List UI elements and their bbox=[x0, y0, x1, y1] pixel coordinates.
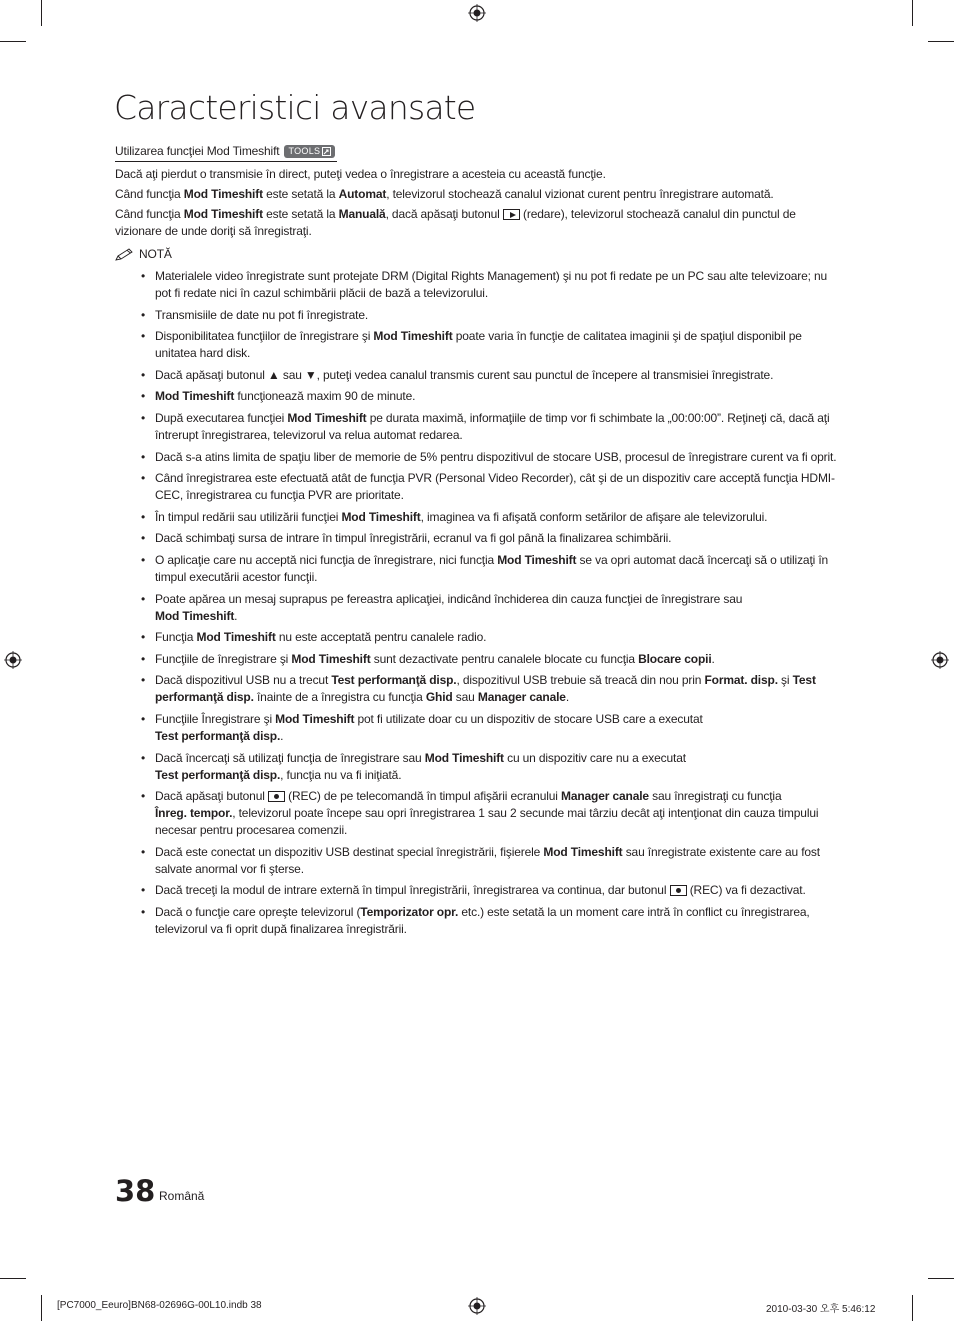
bullet-mark: • bbox=[141, 883, 146, 898]
text-run: Disponibilitatea funcţiilor de înregistrare şi bbox=[155, 329, 374, 344]
text-run: , dacă apăsaţi butonul bbox=[385, 207, 503, 221]
paragraph bbox=[115, 166, 845, 183]
note-item bbox=[115, 268, 845, 302]
text-run: (REC) va fi dezactivat. bbox=[686, 883, 806, 898]
note-item bbox=[115, 750, 845, 784]
text-run: , imaginea va fi afişată conform setărilor de afişare ale televizorului. bbox=[420, 509, 768, 524]
bullet-mark: • bbox=[141, 750, 146, 765]
bold-term: Manager canale bbox=[560, 789, 649, 804]
crop-mark bbox=[41, 0, 42, 26]
text-run: , dispozitivul USB trebuie să treacă din nou prin bbox=[456, 673, 705, 688]
text-run: sau înregistrate existente care au fost salvate anormal vor fi şterse. bbox=[155, 844, 820, 876]
text-run: Dacă dispozitivul USB nu a trecut bbox=[155, 673, 332, 688]
bold-term: Blocare copii bbox=[638, 651, 712, 666]
bold-term: Test performanţă disp. bbox=[155, 728, 281, 743]
text-run: Dacă schimbaţi sursa de intrare în timpul înregistrării, ecranul va fi gol până la finalizarea schimbării. bbox=[155, 531, 672, 546]
bullet-mark: • bbox=[141, 552, 146, 567]
note-item bbox=[115, 882, 845, 899]
bullet-mark: • bbox=[141, 329, 146, 344]
bullet-mark: • bbox=[141, 844, 146, 859]
bullet-mark: • bbox=[141, 673, 146, 688]
note-heading bbox=[115, 246, 845, 263]
text-run: . bbox=[234, 608, 238, 623]
crop-mark bbox=[0, 41, 26, 42]
intro-paragraphs bbox=[115, 166, 845, 240]
bold-term: Format. disp. bbox=[704, 673, 778, 688]
bullet-mark: • bbox=[141, 471, 146, 486]
text-run: şi bbox=[777, 673, 793, 688]
text-run: Funcţiile Înregistrare şi bbox=[155, 711, 276, 726]
text-run: . bbox=[280, 728, 284, 743]
bold-term: Mod Timeshift bbox=[424, 750, 504, 765]
text-run: se va opri automat dacă încercaţi să o utilizaţi în timpul executării acestor funcţii. bbox=[155, 552, 829, 584]
note-item bbox=[115, 509, 845, 526]
note-item bbox=[115, 844, 845, 878]
text-run: Când funcţia bbox=[115, 207, 184, 221]
page-title: Caracteristici avansate bbox=[114, 88, 476, 127]
paragraph bbox=[115, 206, 845, 240]
text-run: , funcţia nu va fi iniţiată. bbox=[280, 767, 402, 782]
tools-badge-label: TOOLS bbox=[288, 146, 321, 156]
text-run: Dacă s-a atins limita de spaţiu liber de memorie de 5% pentru dispozitivul de stocare USB, procesul de înregistrare curent va fi oprit. bbox=[155, 449, 837, 464]
text-run: O aplicaţie care nu acceptă nici funcţia de înregistrare, nici funcţia bbox=[155, 552, 498, 567]
bullet-mark: • bbox=[141, 651, 146, 666]
note-item bbox=[115, 530, 845, 547]
note-item bbox=[115, 328, 845, 362]
bullet-mark: • bbox=[141, 531, 146, 546]
text-run: cu un dispozitiv care nu a executat bbox=[503, 750, 686, 765]
text-run: , televizorul poate începe sau opri înregistrarea 1 sau 2 secunde mai târziu decât aţi intenţionat din cauza timpului necesar pentru procesarea comenzii. bbox=[155, 806, 819, 838]
bold-term: Mod Timeshift bbox=[543, 844, 623, 859]
text-run: În timpul redării sau utilizării funcţiei bbox=[155, 509, 342, 524]
bold-term: Mod Timeshift bbox=[155, 389, 235, 404]
bold-term: Mod Timeshift bbox=[287, 410, 367, 425]
text-run: (redare), televizorul stochează canalul din punctul de vizionare de unde doriţi să înregistraţi. bbox=[115, 207, 796, 238]
bullet-mark: • bbox=[141, 789, 146, 804]
tools-hand-icon bbox=[322, 147, 331, 156]
note-list bbox=[115, 268, 845, 938]
tools-badge bbox=[284, 145, 335, 158]
bullet-mark: • bbox=[141, 367, 146, 382]
text-run: Dacă aţi pierdut o transmisie în direct, puteţi vedea o înregistrare a acesteia cu această funcţie. bbox=[115, 167, 606, 181]
note-item bbox=[115, 629, 845, 646]
crop-mark bbox=[0, 1278, 26, 1279]
note-item bbox=[115, 410, 845, 444]
note-item bbox=[115, 904, 845, 938]
note-item bbox=[115, 307, 845, 324]
text-run: sau bbox=[452, 690, 478, 705]
bold-term: Automat bbox=[338, 187, 387, 201]
text-run: Dacă o funcţie care opreşte televizorul ( bbox=[155, 904, 361, 919]
bullet-mark: • bbox=[141, 904, 146, 919]
text-run: Poate apărea un mesaj suprapus pe fereastra aplicaţiei, indicând închiderea din cauza funcţiei de înregistrare sau bbox=[155, 591, 743, 606]
bullet-mark: • bbox=[141, 449, 146, 464]
text-run: Funcţia bbox=[155, 630, 197, 645]
crop-mark bbox=[912, 1295, 913, 1321]
bold-term: Manager canale bbox=[477, 690, 566, 705]
note-item bbox=[115, 672, 845, 706]
bold-term: Mod Timeshift bbox=[291, 651, 371, 666]
registration-mark-icon bbox=[931, 651, 949, 669]
text-run: este setată la bbox=[262, 207, 339, 221]
note-item bbox=[115, 788, 845, 839]
bullet-mark: • bbox=[141, 269, 146, 283]
registration-mark-icon bbox=[4, 651, 22, 669]
bold-term: Temporizator opr. bbox=[360, 904, 459, 919]
text-run: Dacă este conectat un dispozitiv USB destinat special înregistrării, fişierele bbox=[155, 844, 544, 859]
text-run: înainte de a înregistra cu funcţia bbox=[253, 690, 426, 705]
section-heading-text: Utilizarea funcţiei Mod Timeshift bbox=[115, 144, 280, 158]
bold-term: Mod Timeshift bbox=[183, 207, 263, 221]
footer-file-info: [PC7000_Eeuro]BN68-02696G-00L10.indb 38 bbox=[57, 1300, 262, 1311]
note-label: NOTĂ bbox=[139, 247, 172, 261]
text-run: Când funcţia bbox=[115, 187, 184, 201]
bullet-mark: • bbox=[141, 410, 146, 425]
crop-mark bbox=[928, 41, 954, 42]
text-run: Dacă încercaţi să utilizaţi funcţia de înregistrare sau bbox=[155, 750, 425, 765]
text-run: , televizorul stochează canalul vizionat curent pentru înregistrare automată. bbox=[386, 187, 774, 201]
note-pencil-icon bbox=[115, 248, 135, 261]
bullet-mark: • bbox=[141, 591, 146, 606]
note-item bbox=[115, 651, 845, 668]
bullet-mark: • bbox=[141, 389, 146, 404]
bold-term: Mod Timeshift bbox=[183, 187, 263, 201]
content-area bbox=[115, 143, 845, 942]
bold-term: Mod Timeshift bbox=[341, 509, 421, 524]
text-run: După executarea funcţiei bbox=[155, 410, 288, 425]
text-run: Transmisiile de date nu pot fi înregistrate. bbox=[155, 307, 369, 322]
footer-timestamp: 2010-03-30 오후 5:46:12 bbox=[766, 1304, 876, 1315]
bold-term: Manuală bbox=[338, 207, 386, 221]
text-run: etc.) este setată la un moment care intră în conflict cu înregistrarea, televizorul va fi oprit după finalizarea înregistrării. bbox=[155, 904, 810, 936]
crop-mark bbox=[41, 1295, 42, 1321]
paragraph bbox=[115, 186, 845, 203]
bold-term: Ghid bbox=[425, 690, 453, 705]
text-run: pe durata maximă, informaţiile de timp vor fi schimbate la „00:00:00”. Reţineţi că, dacă aţi întrerupt înregistrarea, televizorul va relua automat redarea. bbox=[155, 410, 830, 442]
text-run: sunt dezactivate pentru canalele blocate cu funcţia bbox=[370, 651, 639, 666]
text-run: Când înregistrarea este efectuată atât de funcţia PVR (Personal Video Recorder), cât şi de un dispozitiv care acceptă funcţia HDMI-CEC, înregistrarea cu funcţia PVR are prioritate. bbox=[155, 471, 835, 503]
text-run: Materialele video înregistrate sunt protejate DRM (Digital Rights Management) şi nu pot fi redate pe un PC sau alte televizoare; nu pot fi redate nici în cazul schimbării plăcii de bază a televizorului. bbox=[155, 269, 828, 300]
bold-term: Mod Timeshift bbox=[196, 630, 276, 645]
text-run: pot fi utilizate doar cu un dispozitiv de stocare USB care a executat bbox=[354, 711, 703, 726]
text-run: Dacă apăsaţi butonul bbox=[155, 789, 268, 804]
note-item bbox=[115, 388, 845, 405]
rec-button-icon bbox=[268, 791, 285, 802]
bold-term: Test performanţă disp. bbox=[155, 767, 281, 782]
note-item bbox=[115, 367, 845, 384]
bold-term: Test performanţă disp. bbox=[331, 673, 457, 688]
bold-term: Înreg. tempor. bbox=[155, 806, 233, 821]
bullet-mark: • bbox=[141, 711, 146, 726]
note-item bbox=[115, 552, 845, 586]
text-run: nu este acceptată pentru canalele radio. bbox=[275, 630, 487, 645]
text-run: este setată la bbox=[262, 187, 339, 201]
registration-mark-icon bbox=[468, 4, 486, 22]
bullet-mark: • bbox=[141, 509, 146, 524]
note-item bbox=[115, 470, 845, 504]
text-run: (REC) de pe telecomandă în timpul afişării ecranului bbox=[284, 789, 561, 804]
bullet-mark: • bbox=[141, 630, 146, 645]
note-item bbox=[115, 591, 845, 625]
crop-mark bbox=[928, 1278, 954, 1279]
text-run: funcţionează maxim 90 de minute. bbox=[234, 389, 416, 404]
text-run: . bbox=[565, 690, 570, 705]
text-run: Dacă treceţi la modul de intrare externă în timpul înregistrării, înregistrarea va continua, dar butonul bbox=[155, 883, 670, 898]
text-run: poate varia în funcţie de calitatea imaginii şi de spaţiul disponibil pe unitatea hard disk. bbox=[155, 329, 802, 361]
bold-term: Test performanţă disp. bbox=[155, 673, 816, 705]
page-language: Română bbox=[159, 1189, 205, 1203]
registration-mark-icon bbox=[468, 1297, 486, 1315]
bold-term: Mod Timeshift bbox=[155, 608, 235, 623]
rec-button-icon bbox=[670, 885, 687, 896]
text-run: sau înregistraţi cu funcţia bbox=[648, 789, 782, 804]
text-run: Dacă apăsaţi butonul ▲ sau ▼, puteţi vedea canalul transmis curent sau punctul de începere al transmisiei înregistrate. bbox=[155, 367, 774, 382]
page-number: 38 bbox=[115, 1174, 156, 1208]
note-item bbox=[115, 711, 845, 745]
crop-mark bbox=[912, 0, 913, 26]
bullet-mark: • bbox=[141, 307, 146, 322]
bold-term: Mod Timeshift bbox=[497, 552, 577, 567]
bold-term: Mod Timeshift bbox=[373, 329, 453, 344]
play-button-icon bbox=[503, 209, 520, 220]
note-item bbox=[115, 449, 845, 466]
text-run: Funcţiile de înregistrare şi bbox=[155, 651, 292, 666]
bold-term: Mod Timeshift bbox=[275, 711, 355, 726]
section-heading bbox=[115, 143, 337, 162]
text-run: . bbox=[711, 651, 715, 666]
